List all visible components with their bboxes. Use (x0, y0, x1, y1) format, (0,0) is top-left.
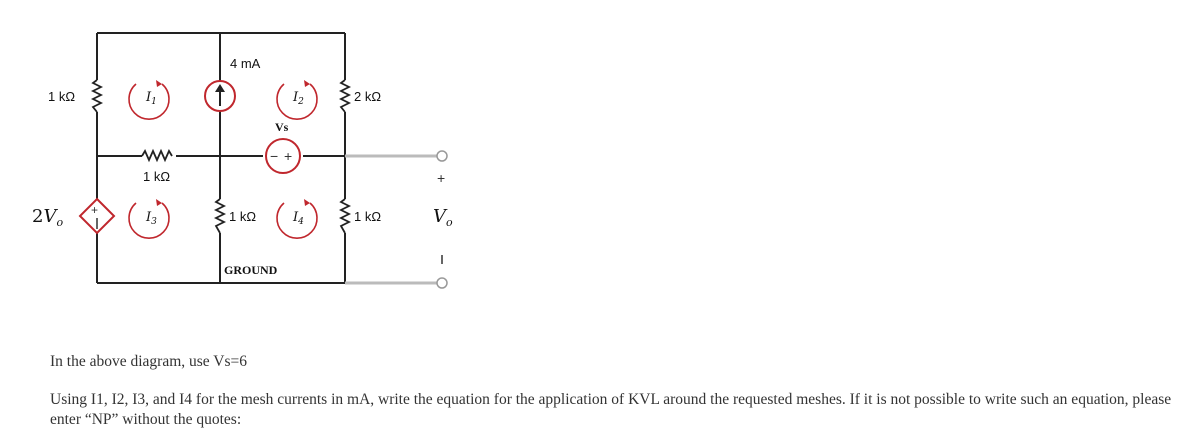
lower-center-resistor-symbol (216, 199, 224, 233)
lower-center-resistor-label: 1 kΩ (229, 209, 257, 224)
upper-right-resistor-symbol (341, 80, 349, 112)
middle-resistor-symbol (142, 151, 172, 160)
vs-minus-sign: − (270, 148, 279, 164)
mesh-label-1: $I_1$ (146, 90, 157, 107)
voltage-source-label: Vs (275, 120, 289, 134)
current-source-symbol (205, 81, 235, 111)
instruction-line-2: Using I1, I2, I3, and I4 for the mesh currents in mA, write the equation for the application of KVL around the requested meshes. If it is not possible to write such an equation, please enter “NP” without the quotes: (50, 391, 1172, 428)
current-source-label: 4 mA (230, 56, 261, 71)
output-terminal-plus (437, 151, 447, 161)
left-resistor-symbol (93, 80, 101, 112)
lower-right-resistor-symbol (341, 199, 349, 233)
mesh-label-3: $I_3$ (146, 210, 157, 227)
lower-right-resistor-label: 1 kΩ (354, 209, 382, 224)
dependent-plus-sign: + (91, 203, 99, 217)
left-resistor-label: 1 kΩ (48, 89, 76, 104)
output-terminal-minus (437, 278, 447, 288)
ground-label: GROUND (224, 263, 278, 277)
voltage-source-symbol (266, 139, 300, 173)
mesh-label-4: $I_4$ (293, 210, 304, 227)
mesh-label-2: $I_2$ (293, 90, 304, 107)
output-plus-label: + (437, 170, 446, 186)
upper-right-resistor-label: 2 kΩ (354, 89, 382, 104)
instruction-line-1: In the above diagram, use Vs=6 (50, 353, 247, 370)
output-voltage-label: $V_o$ (433, 206, 453, 229)
circuit-wires (97, 33, 345, 283)
dependent-source-label: $2V_o$ (32, 206, 64, 229)
middle-resistor-label: 1 kΩ (143, 169, 171, 184)
dependent-source-symbol (80, 199, 114, 233)
vs-plus-sign: + (284, 148, 293, 164)
